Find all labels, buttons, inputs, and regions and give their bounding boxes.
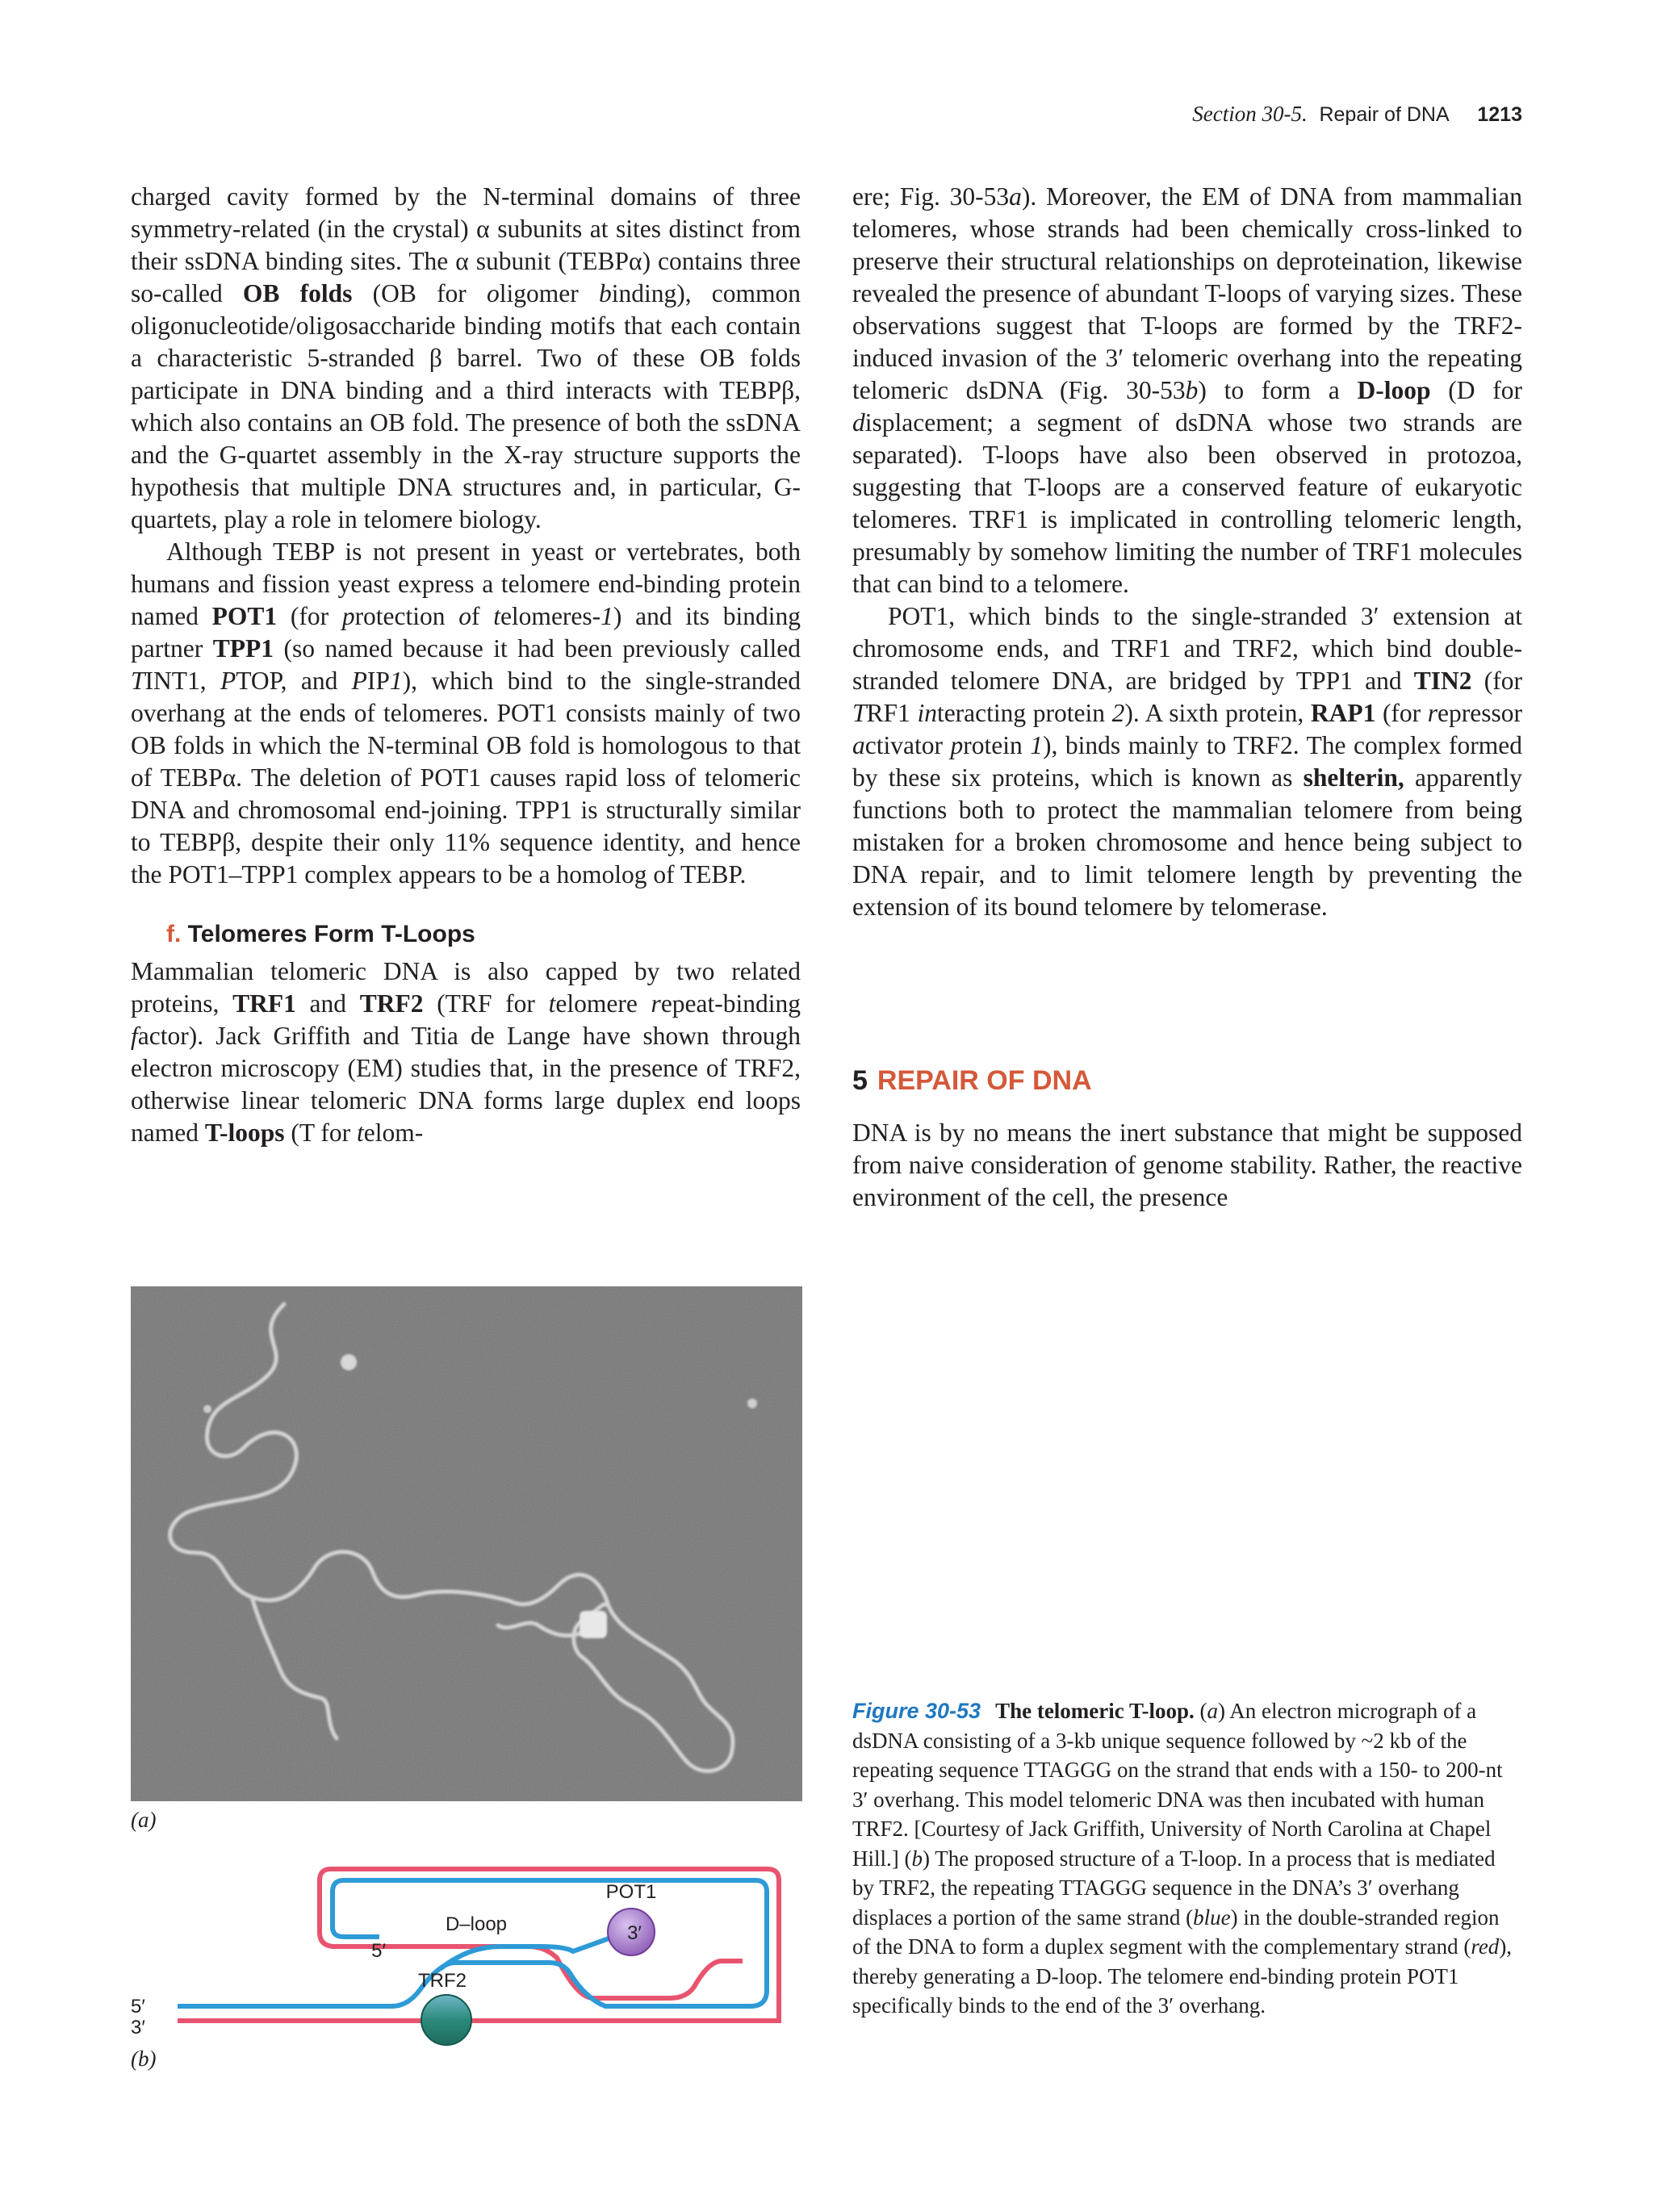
right-column-continued	[852, 1117, 1522, 1214]
running-head-subject: Repair of DNA	[1319, 103, 1450, 126]
blue-strand	[178, 1880, 767, 2006]
right-column	[852, 181, 1522, 923]
paragraph: charged cavity formed by the N-terminal domains of three symmetry-related (in the crystal) α subunits at sites distinct from their ssDNA binding sites. The α subunit (TEBPα) contains three so-called OB folds (OB for oligomer binding), common oligonucleotide/oligosaccharide binding motifs that each contain a characteristic 5-stranded β barrel. Two of these OB folds participate in DNA binding and a third interacts with TEBPβ, which also contains an OB fold. The presence of both the ssDNA and the G-quartet assembly in the X-ray structure supports the hypothesis that multiple DNA structures and, in particular, G-quartets, play a role in telomere biology.	[131, 182, 801, 533]
strand-5-label: 5′	[131, 1996, 145, 2018]
strand-3-label: 3′	[131, 2017, 145, 2038]
figure-part-label-b: (b)	[131, 2047, 157, 2071]
electron-micrograph	[131, 1286, 802, 1801]
figure-label: Figure 30-53	[852, 1699, 981, 1723]
left-column	[131, 181, 801, 1149]
five-prime-inner-label: 5′	[371, 1940, 386, 1962]
paragraph: POT1, which binds to the single-stranded 3′ extension at chromosome ends, and TRF1 and TRF2, which bind double-stranded telomere DNA, are bridged by TPP1 and TIN2 (for TRF1 interacting protein 2). A sixth protein, RAP1 (for repressor activator protein 1), binds mainly to TRF2. The complex formed by these six proteins, which is known as shelterin, apparently functions both to protect the mammalian telomere from being mistaken for a broken chromosome and hence being subject to DNA repair, and to limit telomere length by preventing the extension of its bound telomere by telomerase.	[852, 602, 1523, 921]
t-loop-diagram	[121, 1856, 799, 2074]
running-head	[1192, 102, 1522, 127]
figure-title: The telomeric T-loop.	[995, 1699, 1195, 1723]
pot1-label: POT1	[605, 1881, 657, 1903]
trf2-label: TRF2	[418, 1970, 467, 1992]
section-heading	[852, 1065, 1092, 1097]
red-strand	[178, 1869, 779, 2021]
section-number: 5	[852, 1065, 868, 1096]
page-number: 1213	[1477, 103, 1522, 126]
subsection-heading: f. Telomeres Form T-Loops	[166, 921, 475, 947]
running-head-section: Section 30-5.	[1192, 102, 1308, 126]
section-title: REPAIR OF DNA	[877, 1065, 1092, 1096]
paragraph: DNA is by no means the inert substance that might be supposed from naive consideration of genome stability. Rather, the reactive environment of the cell, the presence	[852, 1119, 1522, 1211]
paragraph: ere; Fig. 30-53a). Moreover, the EM of DNA from mammalian telomeres, whose strands had been chemically cross-linked to preserve their structural relationships on deproteination, likewise revealed the presence of abundant T-loops of varying sizes. These observations suggest that T-loops are formed by the TRF2-induced invasion of the 3′ telomeric overhang into the repeating telomeric dsDNA (Fig. 30-53b) to form a D-loop (D for displacement; a segment of dsDNA whose two strands are separated). T-loops have also been observed in protozoa, suggesting that T-loops are a conserved feature of eukaryotic telomeres. TRF1 is implicated in controlling telomeric length, presumably by somehow limiting the number of TRF1 molecules that can bind to a telomere.	[852, 182, 1523, 598]
figure-caption: Figure 30-53 The telomeric T-loop. (a) An electron micrograph of a dsDNA consisting of a 3-kb unique sequence followed by ~2 kb of the repeating sequence TTAGGG on the strand that ends with a 150- to 200-nt 3′ overhang. This model telomeric DNA was then incubated with human TRF2. [Courtesy of Jack Griffith, University of North Carolina at Chapel Hill.] (b) The proposed structure of a T-loop. In a process that is mediated by TRF2, the repeating TTAGGG sequence in the DNA’s 3′ overhang displaces a portion of the same strand (blue) in the double-stranded region of the DNA to form a duplex segment with the complementary strand (red), thereby generating a D-loop. The telomere end-binding protein POT1 specifically binds to the end of the 3′ overhang.	[852, 1699, 1513, 2018]
paragraph: Although TEBP is not present in yeast or vertebrates, both humans and fission yeast express a telomere end-binding protein named POT1 (for protection of telomeres-1) and its binding partner TPP1 (so named because it had been previously called TINT1, PTOP, and PIP1), which bind to the single-stranded overhang at the ends of telomeres. POT1 consists mainly of two OB folds in which the N-terminal OB fold is homologous to that of TEBPα. The deletion of POT1 causes rapid loss of telomeric DNA and chromosomal end-joining. TPP1 is structurally similar to TEBPβ, despite their only 11% sequence identity, and hence the POT1–TPP1 complex appears to be a homolog of TEBP.	[131, 537, 801, 889]
paragraph: Mammalian telomeric DNA is also capped by two related proteins, TRF1 and TRF2 (TRF for telomere repeat-binding factor). Jack Griffith and Titia de Lange have shown through electron microscopy (EM) studies that, in the presence of TRF2, otherwise linear telomeric DNA forms large duplex end loops named T-loops (T for telom-	[131, 957, 801, 1147]
trf2-protein	[421, 1995, 471, 2045]
figure-part-label-a: (a)	[131, 1808, 157, 1832]
three-prime-overhang-label: 3′	[627, 1922, 642, 1944]
dloop-label: D–loop	[445, 1913, 508, 1935]
